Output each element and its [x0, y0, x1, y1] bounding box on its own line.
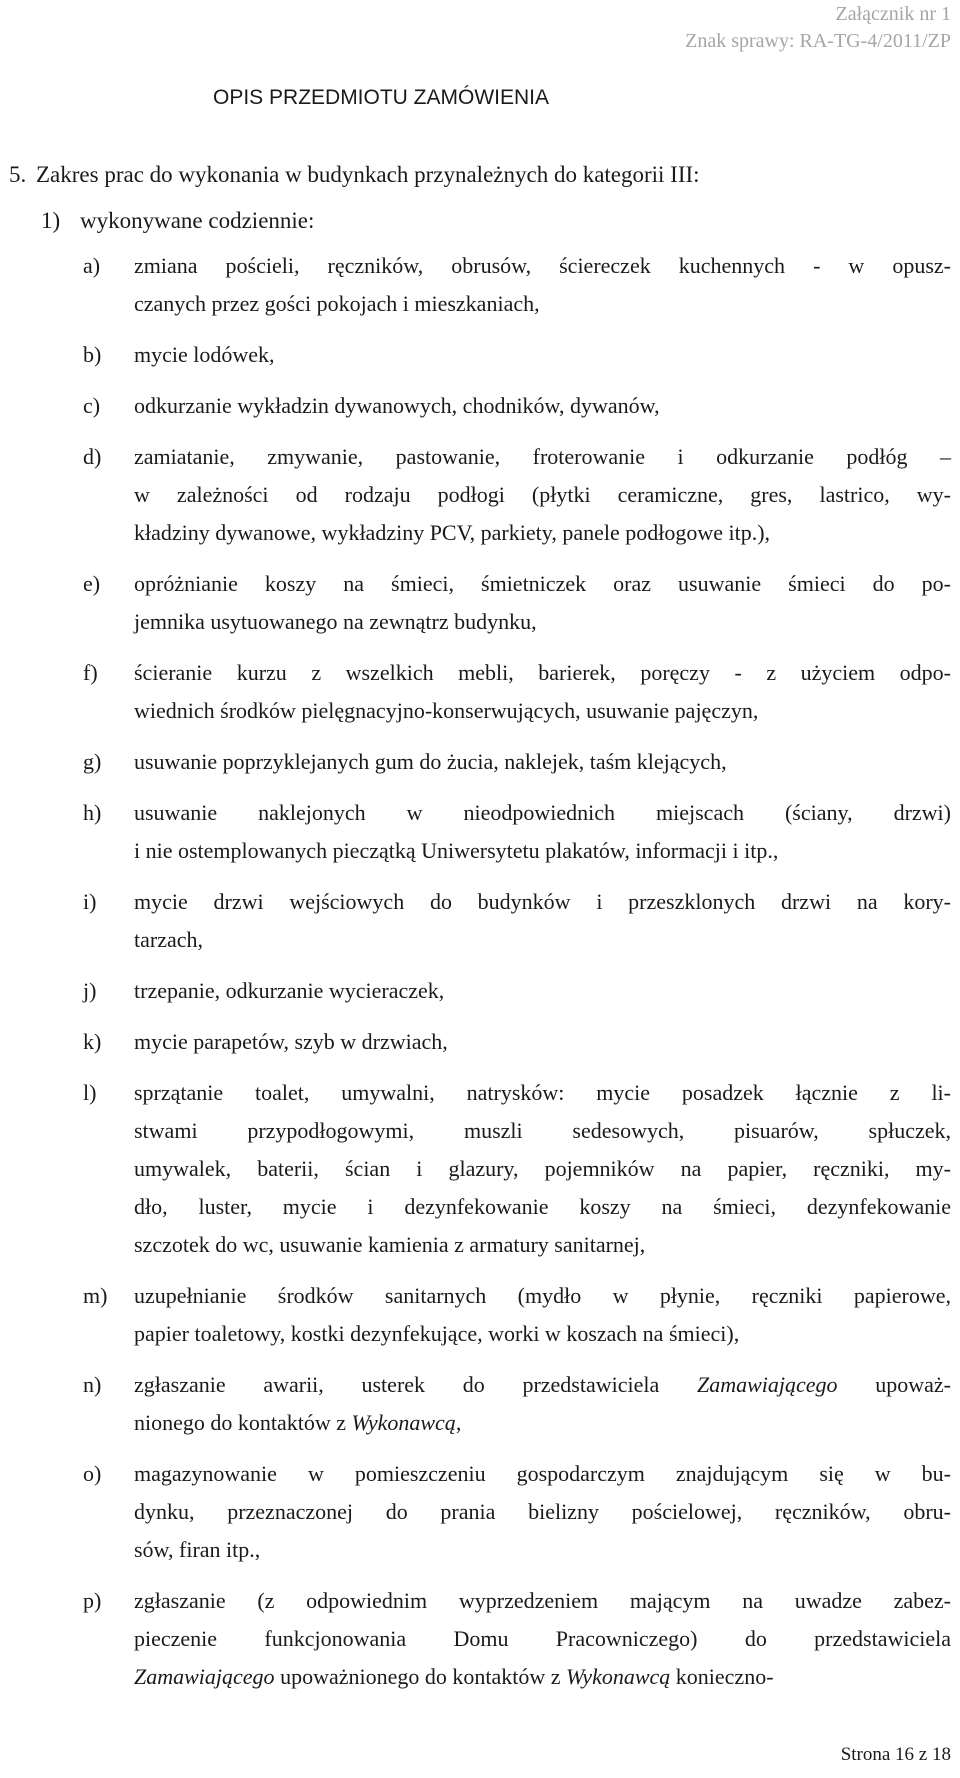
attachment-label: Załącznik nr 1 — [835, 3, 951, 25]
list-item-line: zgłaszanie awarii, usterek do przedstawiciela Zamawiającego upoważ- — [134, 1372, 952, 1397]
list-item-label: e) — [83, 571, 101, 596]
list-item-line: trzepanie, odkurzanie wycieraczek, — [134, 978, 445, 1003]
list-item — [83, 1023, 951, 1061]
list-item — [83, 654, 951, 730]
list-item-line: magazynowanie w pomieszczeniu gospodarczym znajdującym się w bu- — [134, 1461, 951, 1486]
list-item-line: papier toaletowy, kostki dezynfekujące, worki w koszach na śmieci), — [134, 1321, 740, 1346]
list-item — [83, 883, 951, 959]
list-item-line: sów, firan itp., — [134, 1537, 261, 1562]
party-name: Zamawiającego — [696, 1372, 838, 1397]
list-item — [83, 1277, 951, 1353]
subsection-number: 1) — [41, 208, 61, 233]
list-item-label: p) — [83, 1588, 102, 1613]
list-item — [83, 1455, 951, 1569]
section-text: Zakres prac do wykonania w budynkach przynależnych do kategorii III: — [36, 162, 700, 187]
list-item-line: kładziny dywanowe, wykładziny PCV, parkiety, panele podłogowe itp.), — [134, 520, 771, 545]
list-item-line: w zależności od rodzaju podłogi (płytki ceramiczne, gres, lastrico, wy- — [134, 482, 951, 507]
list-item-line: dynku, przeznaczonej do prania bielizny pościelowej, ręczników, obru- — [134, 1499, 951, 1524]
section-number: 5. — [9, 162, 27, 187]
list-item-line: czanych przez gości pokojach i mieszkaniach, — [134, 291, 540, 316]
list-item-line: tarzach, — [134, 927, 203, 952]
list-item-line: odkurzanie wykładzin dywanowych, chodników, dywanów, — [134, 393, 660, 418]
list-item — [83, 438, 951, 552]
list-item-line: sprzątanie toalet, umywalni, natrysków: mycie posadzek łącznie z li- — [134, 1080, 951, 1105]
list-item — [83, 1582, 951, 1696]
list-item — [83, 972, 951, 1010]
party-name: Wykonawcą — [566, 1664, 671, 1689]
list-item — [83, 1366, 951, 1442]
list-item-label: o) — [83, 1461, 102, 1486]
list-item-line: opróżnianie koszy na śmieci, śmietniczek oraz usuwanie śmieci do po- — [134, 571, 951, 596]
list-item — [83, 1074, 951, 1264]
list-item-line: dło, luster, mycie i dezynfekowanie koszy na śmieci, dezynfekowanie — [134, 1194, 951, 1219]
list-item-label: j) — [83, 978, 97, 1003]
list-item-label: n) — [83, 1372, 102, 1397]
list-item — [83, 247, 951, 323]
list-item — [83, 794, 951, 870]
subsection-heading — [41, 208, 314, 234]
list-item-line: mycie lodówek, — [134, 342, 275, 367]
list-item-line: ścieranie kurzu z wszelkich mebli, barierek, poręczy - z użyciem odpo- — [134, 660, 951, 685]
case-number: Znak sprawy: RA-TG-4/2011/ZP — [685, 30, 951, 52]
list-item-line: i nie ostemplowanych pieczątką Uniwersytetu plakatów, informacji i itp., — [134, 838, 779, 863]
list-item-line: Zamawiającego upoważnionego do kontaktów z Wykonawcą konieczno- — [134, 1664, 774, 1689]
task-list — [83, 247, 951, 1709]
list-item-line: zgłaszanie (z odpowiednim wyprzedzeniem mającym na uwadze zabez- — [134, 1588, 951, 1613]
list-item-line: wiednich środków pielęgnacyjno-konserwujących, usuwanie pajęczyn, — [134, 698, 759, 723]
list-item-label: i) — [83, 889, 97, 914]
list-item-label: b) — [83, 342, 102, 367]
party-name: Zamawiającego — [134, 1664, 275, 1689]
list-item-line: jemnika usytuowanego na zewnątrz budynku, — [134, 609, 537, 634]
list-item-line: zmiana pościeli, ręczników, obrusów, ściereczek kuchennych - w opusz- — [134, 253, 951, 278]
party-name: Wykonawcą — [351, 1410, 456, 1435]
list-item-line: zamiatanie, zmywanie, pastowanie, froterowanie i odkurzanie podłóg – — [134, 444, 951, 469]
list-item-line: nionego do kontaktów z Wykonawcą, — [134, 1410, 462, 1435]
list-item-label: g) — [83, 749, 102, 774]
list-item-line: mycie parapetów, szyb w drzwiach, — [134, 1029, 448, 1054]
list-item — [83, 565, 951, 641]
list-item-line: usuwanie poprzyklejanych gum do żucia, naklejek, taśm klejących, — [134, 749, 727, 774]
list-item-line: szczotek do wc, usuwanie kamienia z armatury sanitarnej, — [134, 1232, 646, 1257]
list-item-line: uzupełnianie środków sanitarnych (mydło w płynie, ręczniki papierowe, — [134, 1283, 951, 1308]
subsection-text: wykonywane codziennie: — [80, 208, 315, 233]
list-item-label: f) — [83, 660, 98, 685]
list-item — [83, 336, 951, 374]
list-item-label: m) — [83, 1283, 108, 1308]
list-item — [83, 743, 951, 781]
list-item-label: d) — [83, 444, 102, 469]
list-item-line: mycie drzwi wejściowych do budynków i przeszklonych drzwi na kory- — [134, 889, 951, 914]
page-number: Strona 16 z 18 — [840, 1744, 951, 1765]
list-item-label: h) — [83, 800, 102, 825]
page-title: OPIS PRZEDMIOTU ZAMÓWIENIA — [213, 86, 550, 109]
list-item-line: stwami przypodłogowymi, muszli sedesowych, pisuarów, spłuczek, — [134, 1118, 951, 1143]
list-item — [83, 387, 951, 425]
section-heading — [9, 162, 700, 188]
list-item-label: l) — [83, 1080, 97, 1105]
list-item-line: usuwanie naklejonych w nieodpowiednich miejscach (ściany, drzwi) — [134, 800, 951, 825]
list-item-label: k) — [83, 1029, 102, 1054]
list-item-label: c) — [83, 393, 101, 418]
list-item-label: a) — [83, 253, 101, 278]
list-item-line: pieczenie funkcjonowania Domu Pracowniczego) do przedstawiciela — [134, 1626, 951, 1651]
list-item-line: umywalek, baterii, ścian i glazury, pojemników na papier, ręczniki, my- — [134, 1156, 951, 1181]
